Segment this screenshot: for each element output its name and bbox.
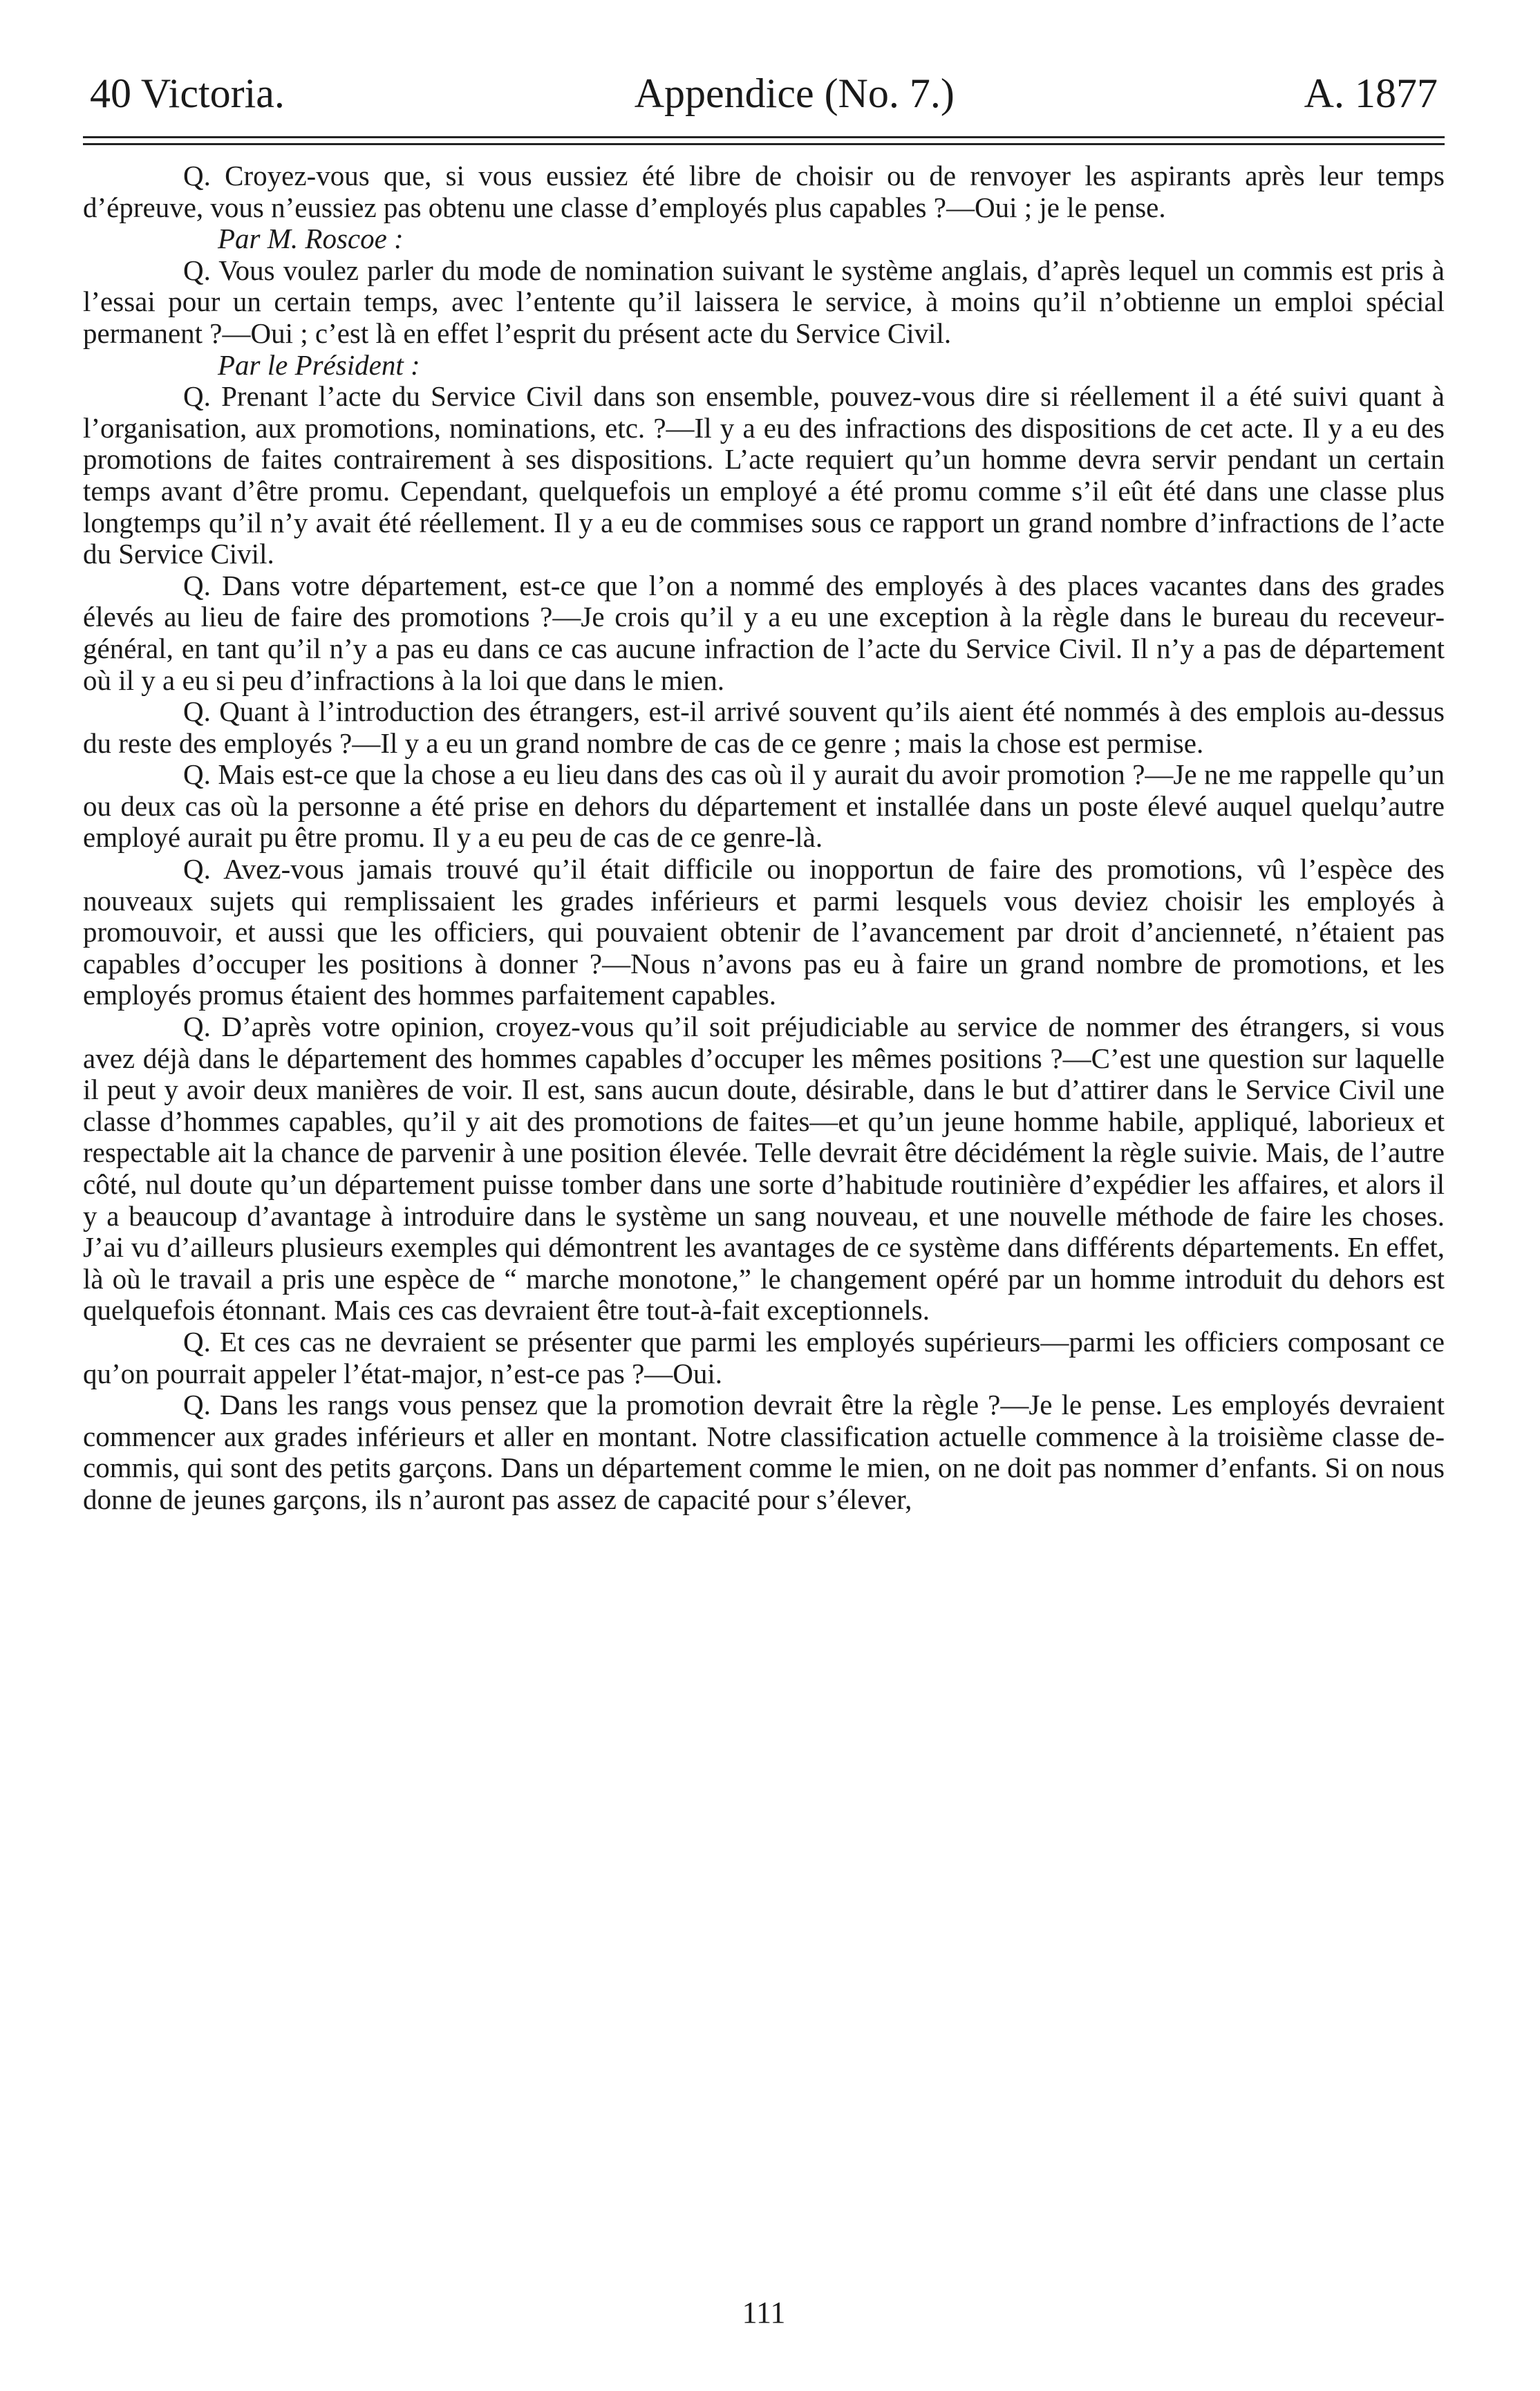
header-session: 40 Victoria. [90, 71, 285, 116]
testimony-paragraph: Q. Mais est-ce que la chose a eu lieu dans des cas où il y aurait du avoir promotion ?—Je ne me rappelle qu’un ou deux cas où la personne a été prise en dehors du département et installée dans un poste élevé auquel quelqu’autre employé aurait pu être promu. Il y a eu peu de cas de ce genre-là. [83, 758, 1445, 854]
testimony-paragraph: Q. Vous voulez parler du mode de nomination suivant le système anglais, d’après lequel un commis est pris à l’essai pour un certain temps, avec l’entente qu’il laissera le service, à moins qu’il n’obtienne un emploi spécial permanent ?—Oui ; c’est là en effet l’esprit du présent acte du Service Civil. [83, 254, 1445, 349]
document-page [83, 66, 1445, 2347]
header-appendix: Appendice (No. 7.) [634, 71, 955, 116]
testimony-paragraph: Q. Dans les rangs vous pensez que la promotion devrait être la règle ?—Je le pense. Les employés devraient commencer aux grades inférieurs et aller en montant. Notre classification actuelle commence à la troisième classe de-commis, qui sont des petits garçons. Dans un département comme le mien, on ne doit pas nommer d’enfants. Si on nous donne de jeunes garçons, ils n’auront pas assez de capacité pour s’élever, [83, 1389, 1445, 1515]
testimony-paragraph: Q. Croyez-vous que, si vous eussiez été libre de choisir ou de renvoyer les aspirants après leur temps d’épreuve, vous n’eussiez pas obtenu une classe d’employés plus capables ?—Oui ; je le pense. [83, 160, 1445, 223]
header-rule-top [83, 136, 1445, 138]
speaker-heading: Par M. Roscoe : [218, 223, 404, 255]
testimony-paragraph: Q. Et ces cas ne devraient se présenter que parmi les employés supérieurs—parmi les officiers composant ce qu’on pourrait appeler l’état-major, n’est-ce pas ?—Oui. [83, 1325, 1445, 1389]
header-year: A. 1877 [1304, 71, 1438, 116]
testimony-paragraph: Q. Prenant l’acte du Service Civil dans son ensemble, pouvez-vous dire si réellement il a été suivi quant à l’organisation, aux promotions, nominations, etc. ?—Il y a eu des infractions des dispositions de cet acte. Il y a eu des promotions de faites contrairement à ses dispositions. L’acte requiert qu’un homme devra servir pendant un certain temps avant d’être promu. Cependant, quelquefois un employé a été promu comme s’il eût été dans une classe plus longtemps qu’il n’y avait été réellement. Il y a eu de commises sous ce rapport un grand nombre d’infractions de l’acte du Service Civil. [83, 380, 1445, 570]
speaker-heading: Par le Président : [218, 348, 420, 381]
testimony-paragraph: Q. Dans votre département, est-ce que l’on a nommé des employés à des places vacantes dans des grades élevés au lieu de faire des promotions ?—Je crois qu’il y a eu une exception à la règle dans le bureau du receveur-général, en tant qu’il n’y a pas eu dans ce cas aucune infraction de l’acte du Service Civil. Il n’y a pas de département où il y a eu si peu d’infractions à la loi que dans le mien. [83, 569, 1445, 696]
header-rule-bottom [83, 143, 1445, 145]
page-number: 111 [742, 2296, 786, 2329]
body-text [83, 160, 1445, 1516]
testimony-paragraph: Q. Quant à l’introduction des étrangers, est-il arrivé souvent qu’ils aient été nommés à des emplois au-dessus du reste des employés ?—Il y a eu un grand nombre de cas de ce genre ; mais la chose est permise. [83, 695, 1445, 759]
testimony-paragraph: Q. Avez-vous jamais trouvé qu’il était difficile ou inopportun de faire des promotions, vû l’espèce des nouveaux sujets qui remplissaient les grades inférieurs et parmi lesquels vous deviez choisir les employés à promouvoir, et aussi que les officiers, qui pouvaient obtenir de l’avancement par droit d’ancienneté, n’étaient pas capables d’occuper les positions à donner ?—Nous n’avons pas eu à faire un grand nombre de promotions, et les employés promus étaient des hommes parfaitement capables. [83, 853, 1445, 1011]
testimony-paragraph: Q. D’après votre opinion, croyez-vous qu’il soit préjudiciable au service de nommer des étrangers, si vous avez déjà dans le département des hommes capables d’occuper les mêmes positions ?—C’est une question sur laquelle il peut y avoir deux manières de voir. Il est, sans aucun doute, désirable, dans le but d’attirer dans le Service Civil une classe d’hommes capables, qu’il y ait des promotions de faites—et qu’un jeune homme habile, appliqué, laborieux et respectable ait la chance de parvenir à une position élevée. Telle devrait être décidément la règle suivie. Mais, de l’autre côté, nul doute qu’un département puisse tomber dans une sorte d’habitude routinière d’expédier les affaires, et alors il y a beaucoup d’avantage à introduire dans le système un sang nouveau, et une nouvelle méthode de faire les choses. J’ai vu d’ailleurs plusieurs exemples qui démontrent les avantages de ce système dans différents départements. En effet, là où le travail a pris une espèce de “ marche monotone,” le changement opéré par un homme introduit du dehors est quelquefois étonnant. Mais ces cas devraient être tout-à-fait exceptionnels. [83, 1011, 1445, 1326]
running-header [83, 66, 1445, 121]
